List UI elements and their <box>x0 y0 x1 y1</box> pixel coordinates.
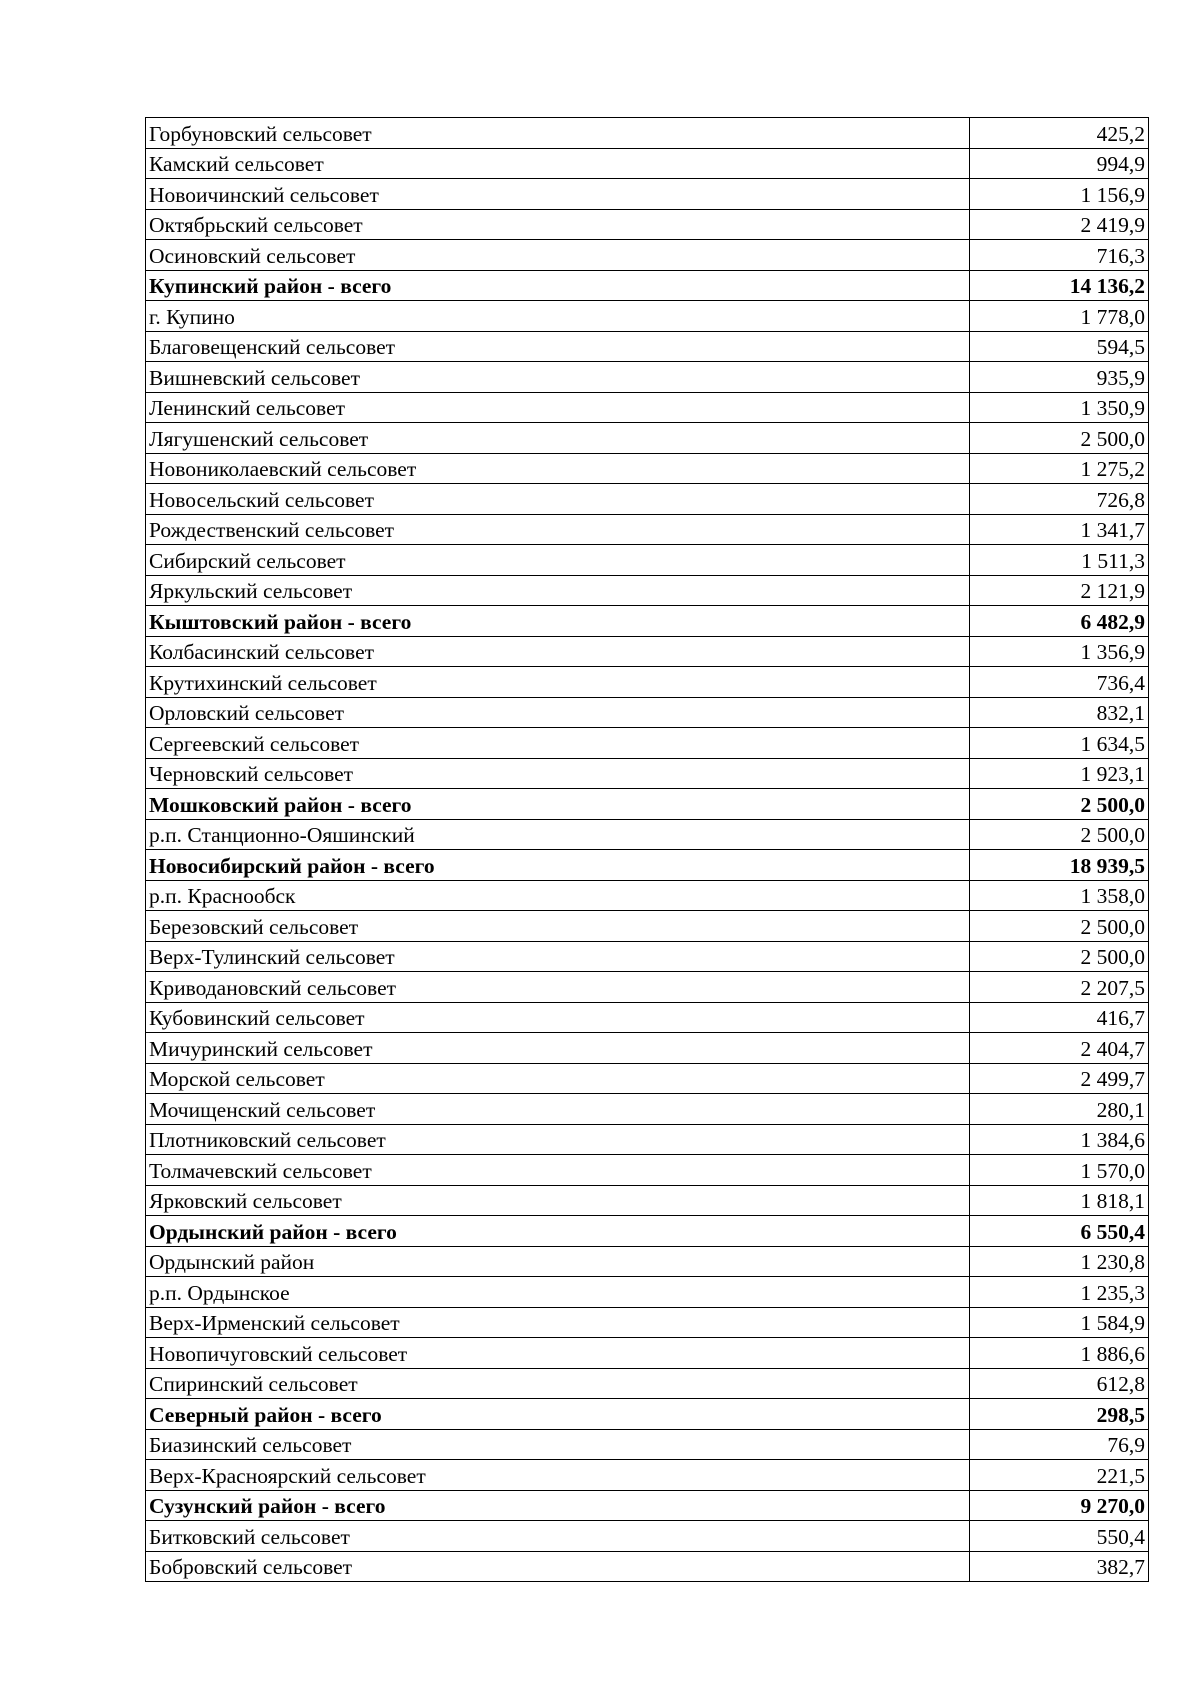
amount-cell: 1 384,6 <box>970 1124 1149 1155</box>
amount-cell: 2 500,0 <box>970 911 1149 942</box>
table-body <box>146 118 1149 1582</box>
municipality-name-cell: Новониколаевский сельсовет <box>146 453 970 484</box>
municipality-name-cell: Вишневский сельсовет <box>146 362 970 393</box>
amount-cell: 1 634,5 <box>970 728 1149 759</box>
table-row <box>146 1094 1149 1125</box>
municipality-name-cell: Ордынский район - всего <box>146 1216 970 1247</box>
amount-cell: 6 550,4 <box>970 1216 1149 1247</box>
table-row <box>146 545 1149 576</box>
municipality-name-cell: Новоичинский сельсовет <box>146 179 970 210</box>
amount-cell: 2 404,7 <box>970 1033 1149 1064</box>
amount-cell: 716,3 <box>970 240 1149 271</box>
amount-cell: 935,9 <box>970 362 1149 393</box>
table-row <box>146 972 1149 1003</box>
table-row <box>146 1338 1149 1369</box>
table-row <box>146 514 1149 545</box>
amount-cell: 550,4 <box>970 1521 1149 1552</box>
amount-cell: 1 511,3 <box>970 545 1149 576</box>
district-total-row <box>146 1490 1149 1521</box>
municipality-name-cell: Верх-Тулинский сельсовет <box>146 941 970 972</box>
municipality-name-cell: Черновский сельсовет <box>146 758 970 789</box>
municipality-name-cell: р.п. Станционно-Ояшинский <box>146 819 970 850</box>
table-row <box>146 758 1149 789</box>
district-total-row <box>146 1399 1149 1430</box>
amount-cell: 2 500,0 <box>970 941 1149 972</box>
municipality-name-cell: Верх-Красноярский сельсовет <box>146 1460 970 1491</box>
municipality-name-cell: Новопичуговский сельсовет <box>146 1338 970 1369</box>
amount-cell: 382,7 <box>970 1551 1149 1582</box>
amount-cell: 14 136,2 <box>970 270 1149 301</box>
amount-cell: 594,5 <box>970 331 1149 362</box>
municipality-name-cell: Яркульский сельсовет <box>146 575 970 606</box>
municipality-name-cell: р.п. Ордынское <box>146 1277 970 1308</box>
amount-cell: 1 341,7 <box>970 514 1149 545</box>
municipality-name-cell: Криводановский сельсовет <box>146 972 970 1003</box>
municipality-name-cell: Сергеевский сельсовет <box>146 728 970 759</box>
amount-cell: 1 235,3 <box>970 1277 1149 1308</box>
table-row <box>146 1002 1149 1033</box>
municipality-name-cell: Плотниковский сельсовет <box>146 1124 970 1155</box>
amount-cell: 2 500,0 <box>970 423 1149 454</box>
amount-cell: 2 121,9 <box>970 575 1149 606</box>
amount-cell: 2 419,9 <box>970 209 1149 240</box>
municipality-name-cell: Сибирский сельсовет <box>146 545 970 576</box>
municipality-name-cell: Мошковский район - всего <box>146 789 970 820</box>
table-row <box>146 1246 1149 1277</box>
table-row <box>146 1063 1149 1094</box>
amount-cell: 2 499,7 <box>970 1063 1149 1094</box>
amount-cell: 2 500,0 <box>970 789 1149 820</box>
municipality-name-cell: Ленинский сельсовет <box>146 392 970 423</box>
municipality-name-cell: Спиринский сельсовет <box>146 1368 970 1399</box>
municipality-name-cell: Кубовинский сельсовет <box>146 1002 970 1033</box>
table-row <box>146 423 1149 454</box>
municipality-name-cell: Биазинский сельсовет <box>146 1429 970 1460</box>
table-row <box>146 1460 1149 1491</box>
amount-cell: 425,2 <box>970 118 1149 149</box>
municipality-name-cell: Морской сельсовет <box>146 1063 970 1094</box>
table-row <box>146 1155 1149 1186</box>
amount-cell: 6 482,9 <box>970 606 1149 637</box>
municipality-name-cell: Новосибирский район - всего <box>146 850 970 881</box>
municipality-name-cell: Камский сельсовет <box>146 148 970 179</box>
municipality-name-cell: Орловский сельсовет <box>146 697 970 728</box>
district-total-row <box>146 1216 1149 1247</box>
amount-cell: 1 156,9 <box>970 179 1149 210</box>
amount-cell: 736,4 <box>970 667 1149 698</box>
table-row <box>146 362 1149 393</box>
table-row <box>146 911 1149 942</box>
amount-cell: 832,1 <box>970 697 1149 728</box>
table-row <box>146 240 1149 271</box>
amount-cell: 280,1 <box>970 1094 1149 1125</box>
amount-cell: 1 818,1 <box>970 1185 1149 1216</box>
municipality-name-cell: Северный район - всего <box>146 1399 970 1430</box>
municipality-name-cell: Благовещенский сельсовет <box>146 331 970 362</box>
table-row <box>146 118 1149 149</box>
municipality-name-cell: Рождественский сельсовет <box>146 514 970 545</box>
amount-cell: 726,8 <box>970 484 1149 515</box>
table-row <box>146 941 1149 972</box>
amount-cell: 2 207,5 <box>970 972 1149 1003</box>
amount-cell: 1 570,0 <box>970 1155 1149 1186</box>
amount-cell: 1 886,6 <box>970 1338 1149 1369</box>
amount-cell: 612,8 <box>970 1368 1149 1399</box>
district-total-row <box>146 606 1149 637</box>
table-row <box>146 728 1149 759</box>
amount-cell: 1 923,1 <box>970 758 1149 789</box>
amount-cell: 994,9 <box>970 148 1149 179</box>
table-row <box>146 1124 1149 1155</box>
municipality-name-cell: р.п. Краснообск <box>146 880 970 911</box>
table-row <box>146 1429 1149 1460</box>
table-row <box>146 1521 1149 1552</box>
municipality-name-cell: Ордынский район <box>146 1246 970 1277</box>
municipality-name-cell: Новосельский сельсовет <box>146 484 970 515</box>
amount-cell: 1 584,9 <box>970 1307 1149 1338</box>
municipality-name-cell: Купинский район - всего <box>146 270 970 301</box>
amount-cell: 1 275,2 <box>970 453 1149 484</box>
table-row <box>146 636 1149 667</box>
municipality-name-cell: Колбасинский сельсовет <box>146 636 970 667</box>
table-row <box>146 1033 1149 1064</box>
amount-cell: 76,9 <box>970 1429 1149 1460</box>
table-row <box>146 1551 1149 1582</box>
municipality-name-cell: Толмачевский сельсовет <box>146 1155 970 1186</box>
municipality-name-cell: Кыштовский район - всего <box>146 606 970 637</box>
amount-cell: 1 230,8 <box>970 1246 1149 1277</box>
district-total-row <box>146 850 1149 881</box>
municipality-name-cell: Ярковский сельсовет <box>146 1185 970 1216</box>
table-row <box>146 697 1149 728</box>
table-row <box>146 453 1149 484</box>
municipality-name-cell: Лягушенский сельсовет <box>146 423 970 454</box>
table-row <box>146 179 1149 210</box>
municipality-name-cell: Осиновский сельсовет <box>146 240 970 271</box>
amount-cell: 1 350,9 <box>970 392 1149 423</box>
table-row <box>146 484 1149 515</box>
municipality-name-cell: Сузунский район - всего <box>146 1490 970 1521</box>
table-row <box>146 1185 1149 1216</box>
table-row <box>146 1307 1149 1338</box>
table-row <box>146 1277 1149 1308</box>
municipality-name-cell: Верх-Ирменский сельсовет <box>146 1307 970 1338</box>
municipality-name-cell: Березовский сельсовет <box>146 911 970 942</box>
municipality-name-cell: Октябрьский сельсовет <box>146 209 970 240</box>
district-total-row <box>146 789 1149 820</box>
amount-cell: 416,7 <box>970 1002 1149 1033</box>
table-row <box>146 301 1149 332</box>
amount-cell: 1 356,9 <box>970 636 1149 667</box>
table-row <box>146 209 1149 240</box>
municipality-name-cell: Мочищенский сельсовет <box>146 1094 970 1125</box>
amount-cell: 2 500,0 <box>970 819 1149 850</box>
municipality-name-cell: Битковский сельсовет <box>146 1521 970 1552</box>
amount-cell: 1 358,0 <box>970 880 1149 911</box>
table-row <box>146 819 1149 850</box>
amount-cell: 221,5 <box>970 1460 1149 1491</box>
table-row <box>146 667 1149 698</box>
table-row <box>146 392 1149 423</box>
table-row <box>146 575 1149 606</box>
amount-cell: 298,5 <box>970 1399 1149 1430</box>
district-total-row <box>146 270 1149 301</box>
amount-cell: 9 270,0 <box>970 1490 1149 1521</box>
municipality-name-cell: Бобровский сельсовет <box>146 1551 970 1582</box>
allocation-table <box>145 117 1149 1582</box>
amount-cell: 1 778,0 <box>970 301 1149 332</box>
municipality-name-cell: Горбуновский сельсовет <box>146 118 970 149</box>
table-row <box>146 880 1149 911</box>
municipality-name-cell: г. Купино <box>146 301 970 332</box>
table-row <box>146 148 1149 179</box>
amount-cell: 18 939,5 <box>970 850 1149 881</box>
municipality-name-cell: Крутихинский сельсовет <box>146 667 970 698</box>
table-row <box>146 331 1149 362</box>
table-row <box>146 1368 1149 1399</box>
municipality-name-cell: Мичуринский сельсовет <box>146 1033 970 1064</box>
